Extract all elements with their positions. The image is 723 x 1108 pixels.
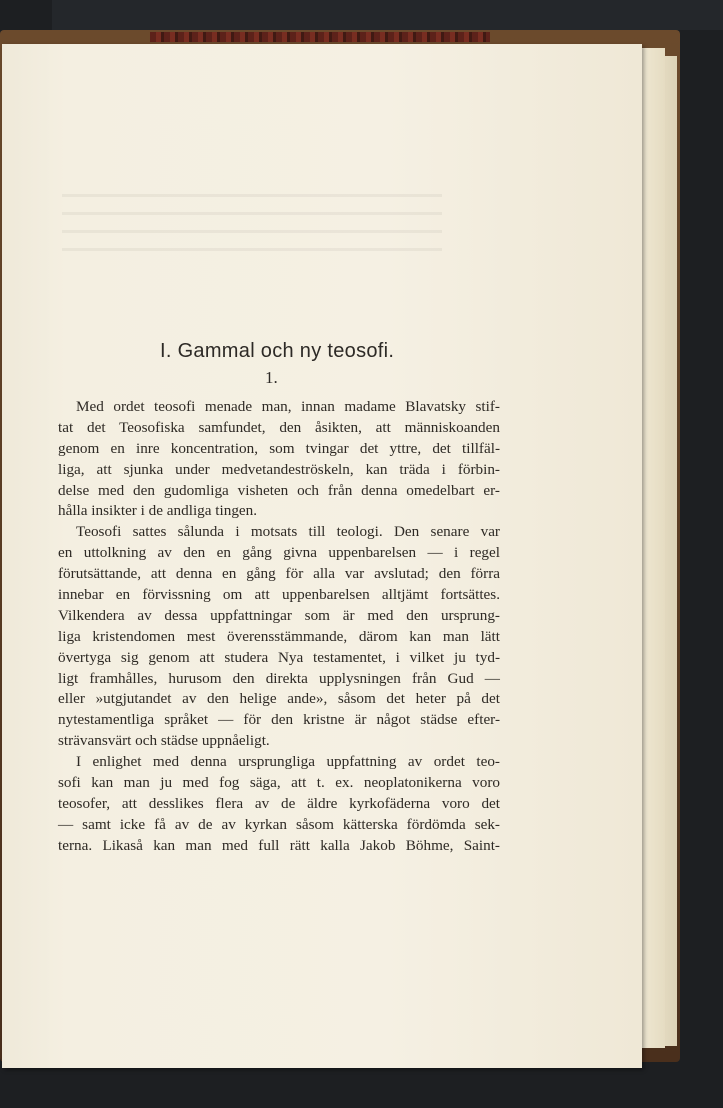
text-line: strävansvärt och städse uppnåeligt. — [58, 732, 270, 750]
text-line: ligt framhålles, hurusom den direkta upplysningen från Gud — — [58, 669, 500, 687]
section-number: 1. — [265, 368, 278, 387]
text-line: innebar en förvissning om att uppenbarelsen alltjämt fortsättes. — [58, 586, 500, 604]
body-text — [58, 397, 500, 857]
text-line: teosofer, att desslikes flera av de äldre kyrkofäderna voro det — [58, 794, 500, 812]
scan-background — [52, 0, 723, 30]
text-line: nytestamentliga språket — för den kristne är något städse efter- — [58, 711, 500, 729]
text-line: förutsättande, att denna en gång för alla var avslutad; den förra — [58, 565, 500, 583]
text-line: övertyga sig genom att studera Nya testamentet, i vilket ju tyd- — [58, 648, 500, 666]
text-line: hålla insikter i de andliga tingen. — [58, 502, 258, 520]
text-line: — samt icke få av de av kyrkan såsom kätterska fördömda sek- — [58, 815, 500, 833]
text-line: en uttolkning av den en gång givna uppenbarelsen — i regel — [58, 544, 500, 562]
text-line: genom en inre koncentration, som tvingar det yttre, det tillfäl- — [58, 439, 500, 457]
text-line: Med ordet teosofi menade man, innan madame Blavatsky stif- — [76, 398, 500, 415]
text-line: sofi kan man ju med fog säga, att t. ex. neoplatonikerna voro — [58, 774, 500, 792]
text-line: terna. Likaså kan man med full rätt kalla Jakob Böhme, Saint- — [58, 836, 500, 854]
book-spine-leather — [150, 32, 490, 42]
show-through-text — [62, 194, 442, 264]
text-line: Teosofi sattes sålunda i motsats till teologi. Den senare var — [76, 523, 500, 541]
text-line: liga, att sjunka under medvetandeströskeln, kan träda i förbin- — [58, 460, 500, 478]
text-line: liga kristendomen mest överensstämmande, därom kan man lätt — [58, 627, 500, 645]
text-line: eller »utgjutandet av den helige ande», såsom det heter på det — [58, 690, 500, 708]
text-line: Vilkendera av dessa uppfattningar som är med den ursprung- — [58, 606, 500, 624]
text-line: delse med den gudomliga visheten och från denna omedelbart er- — [58, 481, 500, 499]
chapter-heading: I. Gammal och ny teosofi. — [160, 340, 395, 362]
text-line: tat det Teosofiska samfundet, den åsikten, att människoanden — [58, 418, 500, 436]
text-line: I enlighet med denna ursprungliga uppfattning av ordet teo- — [76, 753, 500, 771]
